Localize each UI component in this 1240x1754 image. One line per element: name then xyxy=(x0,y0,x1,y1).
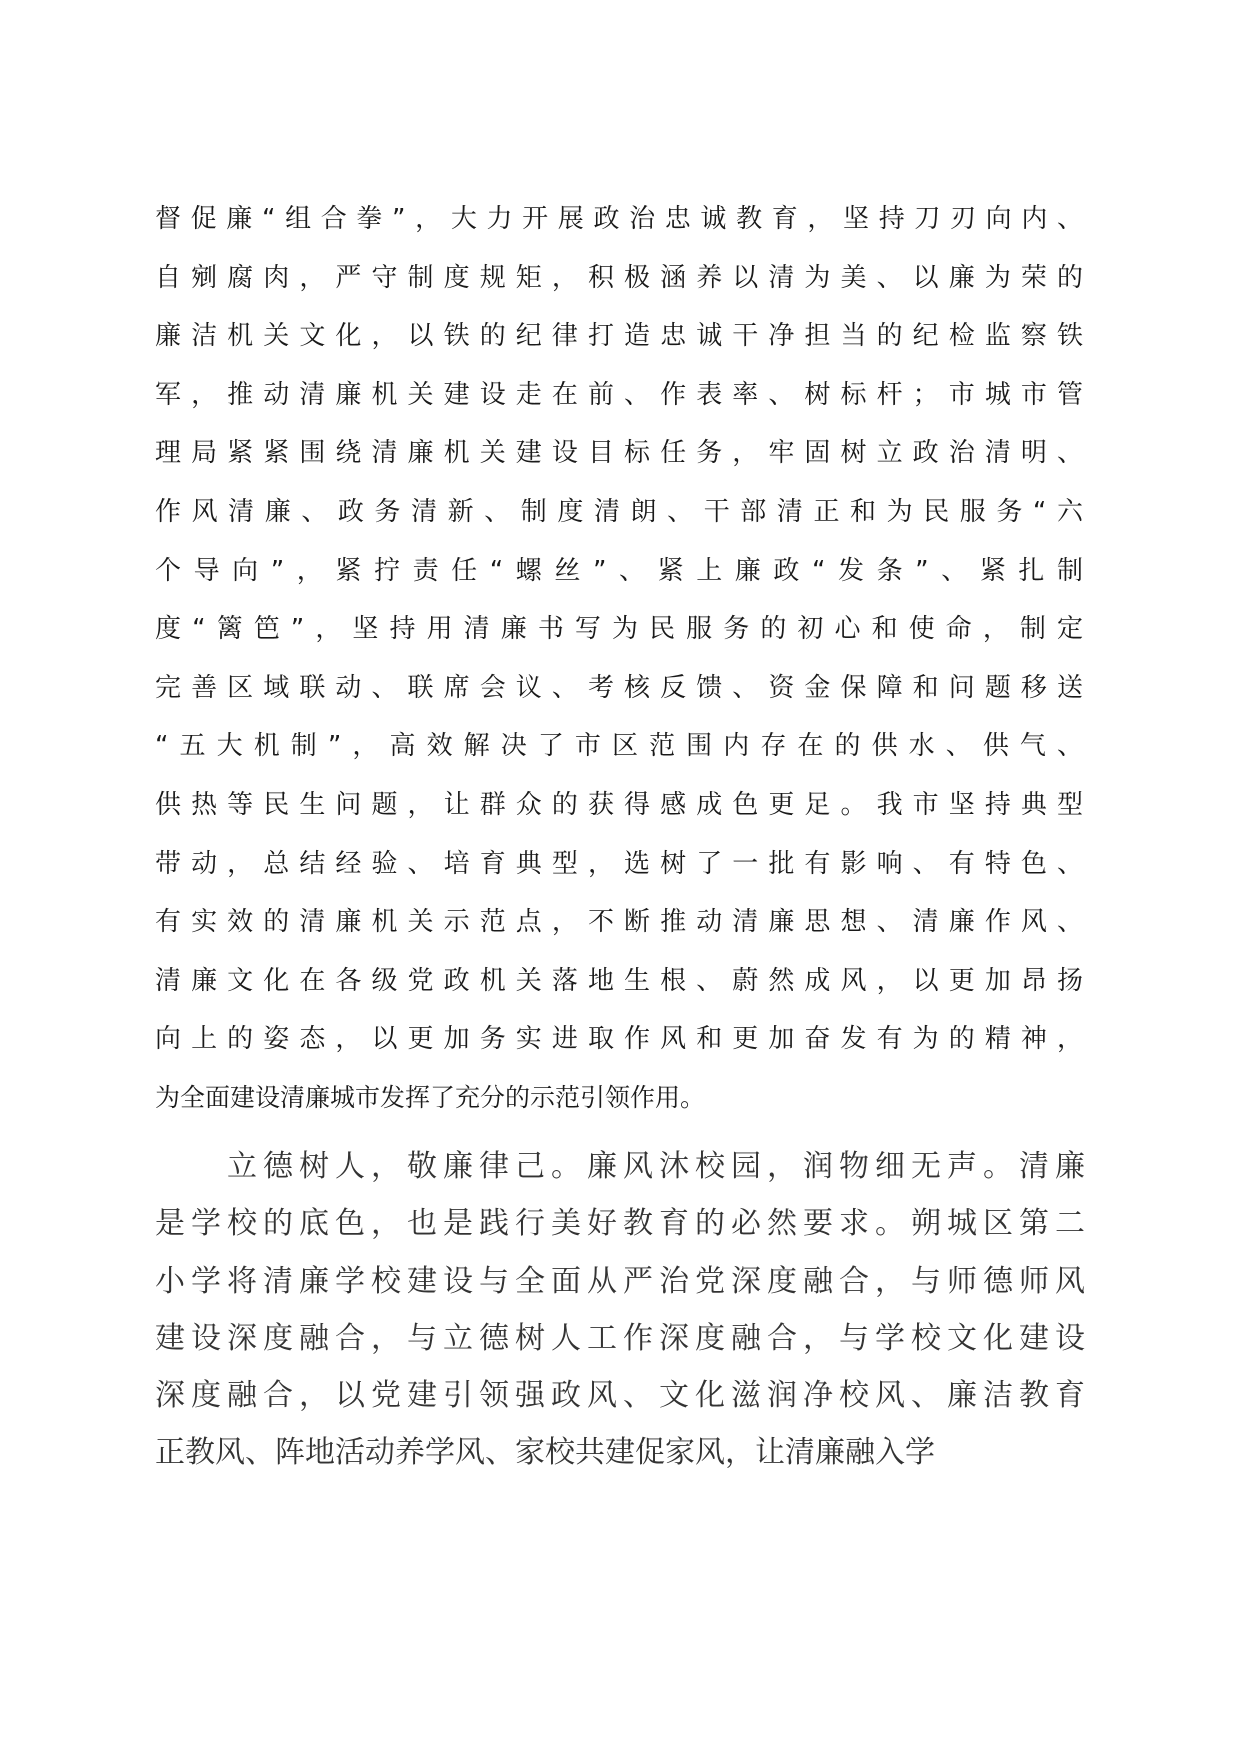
text-line: 是学校的底色，也是践行美好教育的必然要求。朔城区第二 xyxy=(155,1206,1085,1242)
text-line: 立德树人，敬廉律己。廉风沐校园，润物细无声。清廉 xyxy=(227,1149,1085,1184)
text-line: 深度融合，以党建引领强政风、文化滋润净校风、廉洁教育 xyxy=(155,1378,1085,1414)
text-line: 供热等民生问题，让群众的获得感成色更足。我市坚持典型 xyxy=(155,789,1085,820)
paragraph-1 xyxy=(155,190,1085,1128)
text-line: 完善区域联动、联席会议、考核反馈、资金保障和问题移送 xyxy=(155,672,1085,703)
text-line: 小学将清廉学校建设与全面从严治党深度融合，与师德师风 xyxy=(155,1263,1085,1299)
text-line: 督促廉“组合拳”，大力开展政治忠诚教育，坚持刀刃向内、 xyxy=(155,204,1085,234)
text-line: 军，推动清廉机关建设走在前、作表率、树标杆；市城市管 xyxy=(155,379,1085,410)
text-line: 为全面建设清廉城市发挥了充分的示范引领作用。 xyxy=(155,1082,706,1112)
text-line: 清廉文化在各级党政机关落地生根、蔚然成风，以更加昂扬 xyxy=(155,965,1085,996)
text-line: 有实效的清廉机关示范点，不断推动清廉思想、清廉作风、 xyxy=(155,907,1085,938)
text-line: 建设深度融合，与立德树人工作深度融合，与学校文化建设 xyxy=(155,1320,1085,1356)
text-line: 个导向”，紧拧责任“螺丝”、紧上廉政“发条”、紧扎制 xyxy=(155,555,1085,586)
text-line: 度“篱笆”，坚持用清廉书写为民服务的初心和使命，制定 xyxy=(155,614,1085,645)
text-line: 廉洁机关文化，以铁的纪律打造忠诚干净担当的纪检监察铁 xyxy=(155,321,1085,352)
text-line: 向上的姿态，以更加务实进取作风和更加奋发有为的精神， xyxy=(155,1024,1085,1055)
text-line: 正教风、阵地活动养学风、家校共建促家风，让清廉融入学 xyxy=(155,1435,935,1471)
text-line: “五大机制”，高效解决了市区范围内存在的供水、供气、 xyxy=(155,731,1085,762)
text-line: 自剜腐肉，严守制度规矩，积极涵养以清为美、以廉为荣的 xyxy=(155,262,1085,293)
text-line: 带动，总结经验、培育典型，选树了一批有影响、有特色、 xyxy=(155,848,1085,879)
text-line: 作风清廉、政务清新、制度清朗、干部清正和为民服务“六 xyxy=(155,496,1085,527)
text-line: 理局紧紧围绕清廉机关建设目标任务，牢固树立政治清明、 xyxy=(155,438,1085,469)
paragraph-2 xyxy=(155,1138,1085,1482)
